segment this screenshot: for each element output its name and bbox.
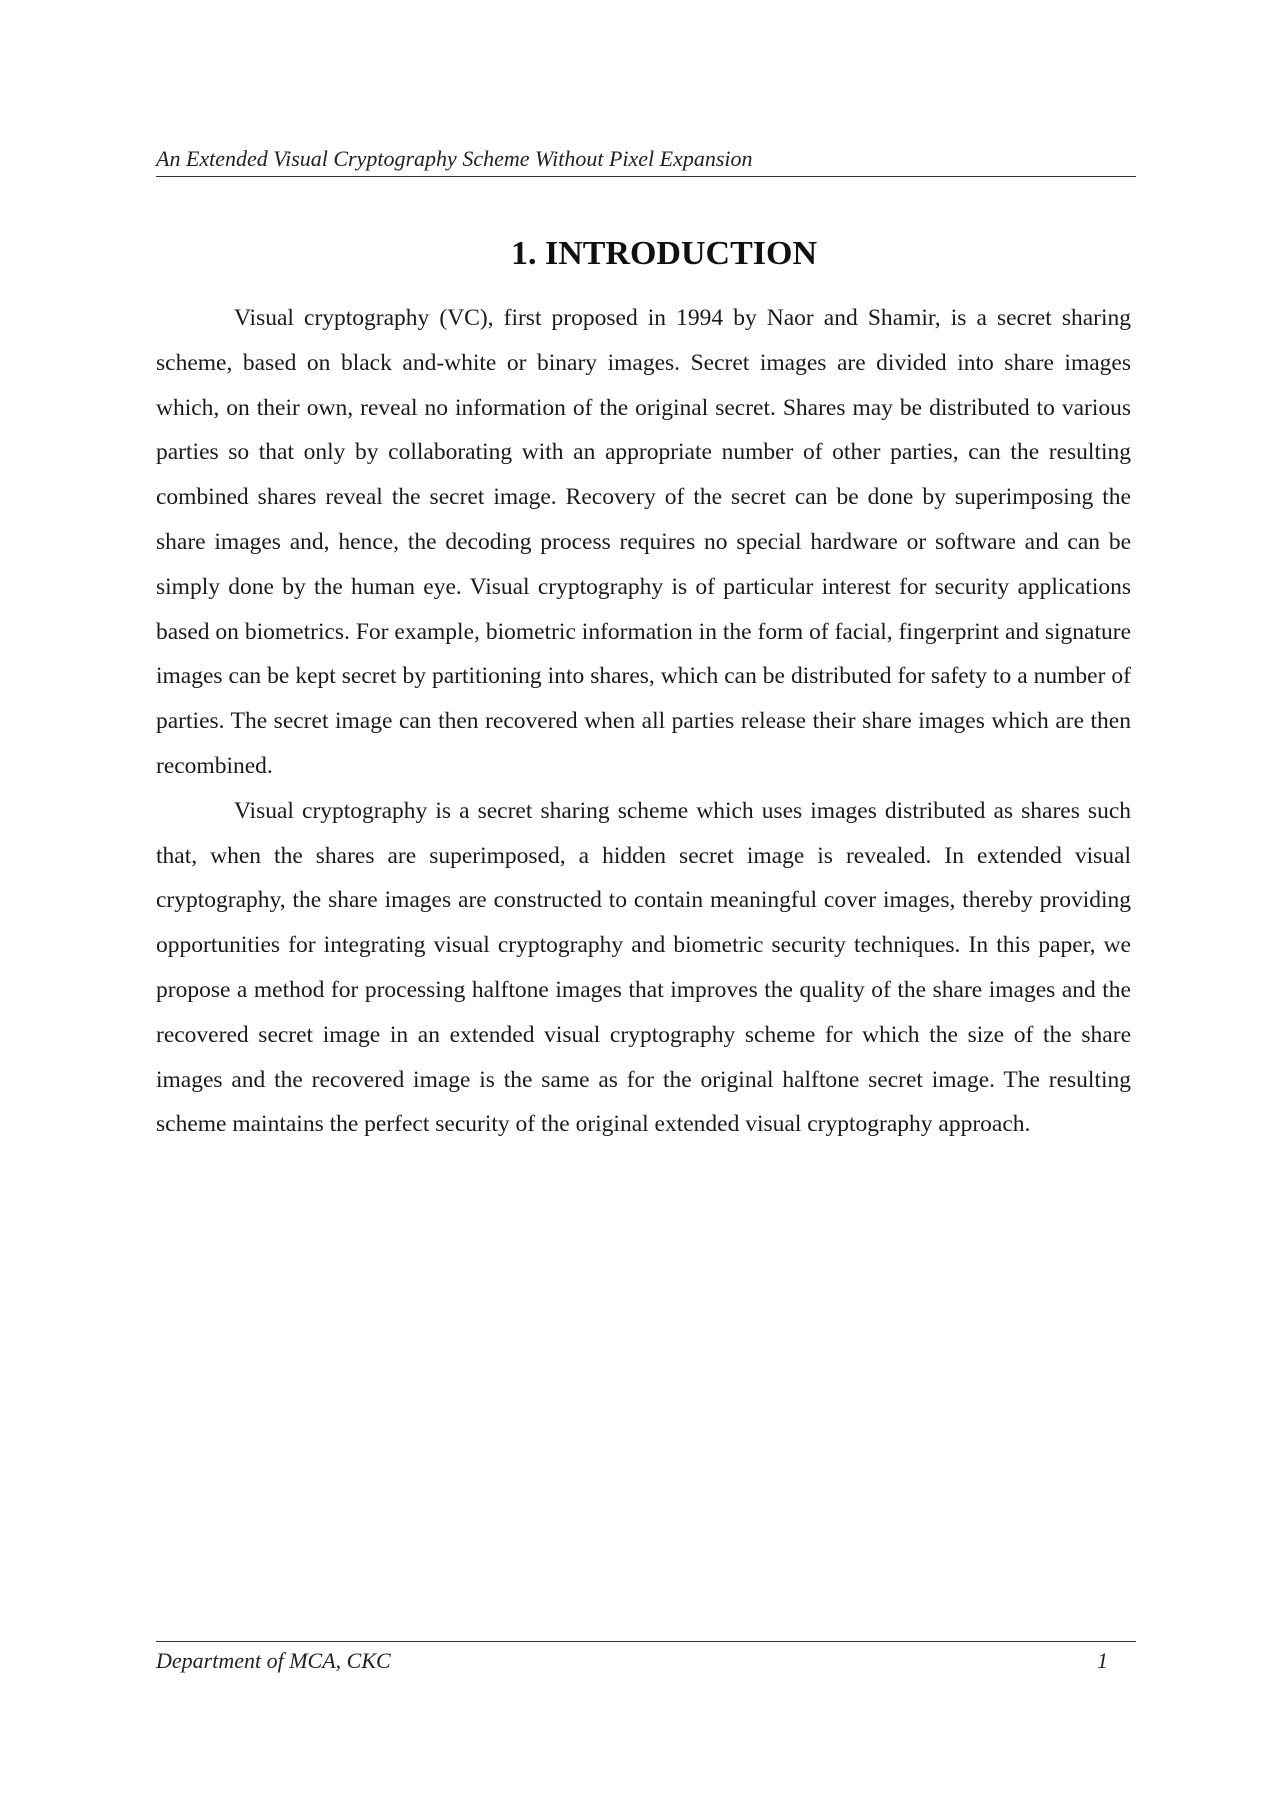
paragraph: Visual cryptography (VC), first proposed in 1994 by Naor and Shamir, is a secret sharing scheme, based on black and-white or binary images. Secret images are divided into share images which, on their own, reveal no information of the original secret. Shares may be distributed to various parties so that only by collaborating with an appropriate number of other parties, can the resulting combined shares reveal the secret image. Recovery of the secret can be done by superimposing the share images and, hence, the decoding process requires no special hardware or software and can be simply done by the human eye. Visual cryptography is of particular interest for security applications based on biometrics. For example, biometric information in the form of facial, fingerprint and signature images can be kept secret by partitioning into shares, which can be distributed for safety to a number of parties. The secret image can then recovered when all parties release their share images which are then recombined. [156,305,1131,779]
paragraph: Visual cryptography is a secret sharing scheme which uses images distributed as shares such that, when the shares are superimposed, a hidden secret image is revealed. In extended visual cryptography, the share images are constructed to contain meaningful cover images, thereby providing opportunities for integrating visual cryptography and biometric security techniques. In this paper, we propose a method for processing halftone images that improves the quality of the share images and the recovered secret image in an extended visual cryptography scheme for which the size of the share images and the recovered image is the same as for the original halftone secret image. The resulting scheme maintains the perfect security of the original extended visual cryptography approach. [156,797,1131,1138]
chapter-title: 1. INTRODUCTION [510,235,818,272]
running-header [156,144,1136,177]
body-text [156,296,1131,1147]
running-footer [156,1641,1136,1673]
running-header-title: An Extended Visual Cryptography Scheme Without Pixel Expansion [156,146,753,171]
page-number: 1 [1097,1648,1108,1673]
footer-department: Department of MCA, CKC [156,1648,391,1673]
